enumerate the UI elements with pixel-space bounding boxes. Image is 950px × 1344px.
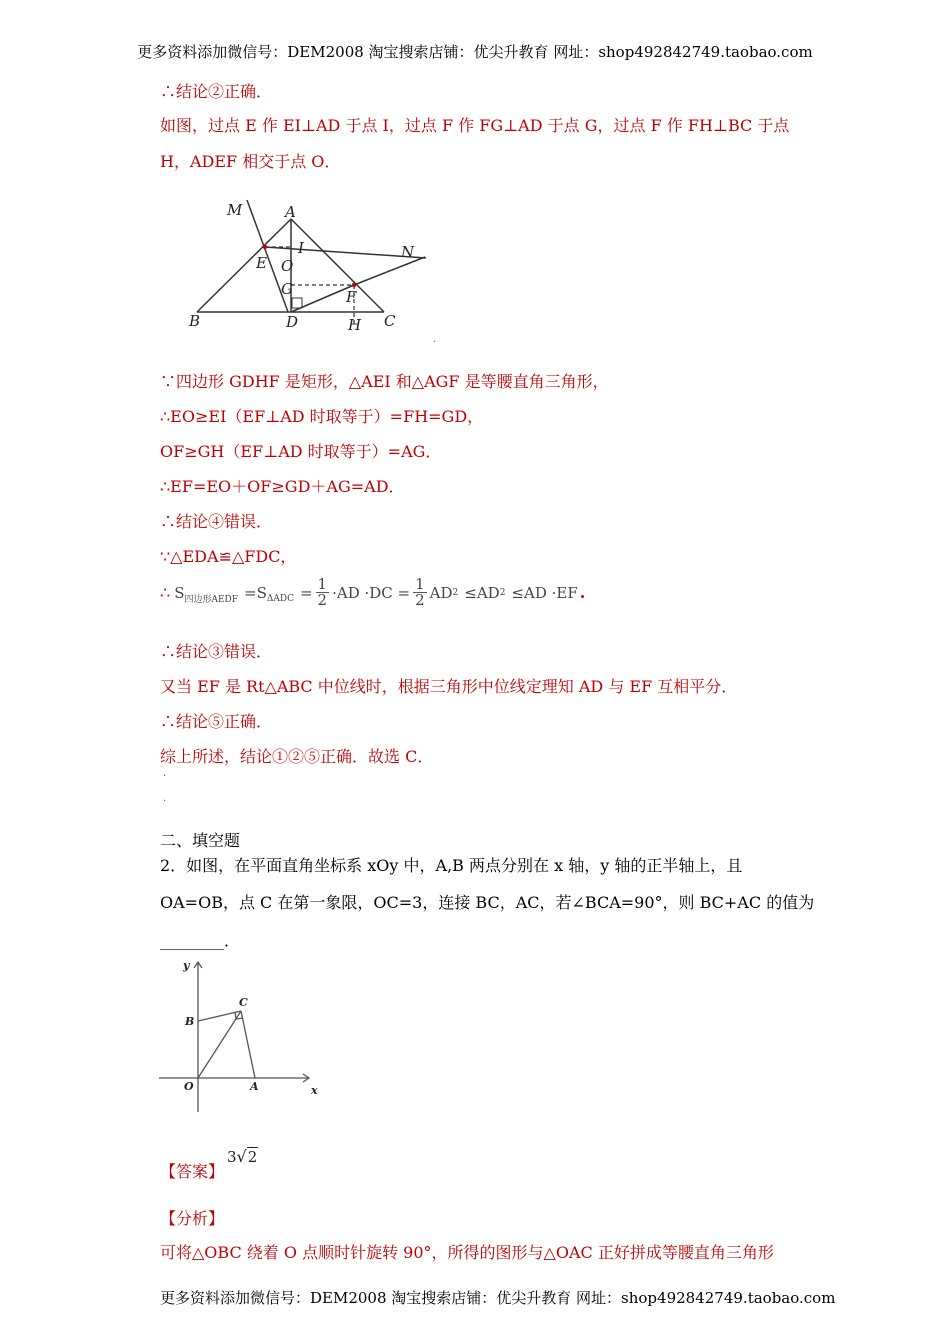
label-i: I [298, 239, 304, 257]
solution-line: ∴结论⑤正确． [160, 712, 273, 731]
segment-ab [197, 219, 294, 312]
solution-line: ∴EF=EO＋OF≥GD＋AG=AD． [160, 477, 405, 496]
solution-line: H，ADEF 相交于点 O． [160, 152, 341, 171]
label-b: B [185, 1015, 195, 1028]
solution-line: ∵△EDA≌△FDC， [160, 547, 297, 566]
label-e: E [256, 254, 267, 272]
solution-line: 如图，过点 E 作 EI⊥AD 于点 I，过点 F 作 FG⊥AD 于点 G，过点 F 作 FH⊥BC 于点 [160, 116, 790, 135]
formula-square: 2 [452, 587, 459, 598]
analysis-text: 可将△OBC 绕着 O 点顺时针旋转 90°，所得的图形与△OAC 正好拼成等腰直角三角形 [160, 1243, 774, 1262]
answer-label: 【答案】 [160, 1162, 225, 1181]
answer-blank: ________． [160, 931, 241, 950]
formula-end: . [579, 583, 586, 602]
solution-line: ∴EO≥EI（EF⊥AD 时取等于）=FH=GD， [160, 407, 484, 426]
label-a: A [285, 203, 296, 221]
label-f: F [346, 288, 357, 306]
formula-sub-quadrilateral: 四边形AEDF [184, 595, 238, 605]
section-title: 二、填空题 [160, 831, 241, 850]
solution-line: ∴结论④错误． [160, 512, 273, 531]
answer-coefficient: 3 [227, 1148, 237, 1166]
label-n: N [401, 243, 415, 261]
area-formula [160, 577, 585, 608]
page-footer: 更多资料添加微信号：DEM2008 淘宝搜索店铺：优尖升教育 网址：shop492842749.taobao.com [160, 1289, 836, 1307]
label-h: H [348, 316, 362, 334]
point-e [263, 245, 267, 249]
formula-sub-triangle: ΔADC [266, 593, 294, 604]
label-m: M [227, 201, 243, 219]
formula-part4: ≤AD ·EF [511, 583, 578, 602]
solution-line: ∴结论③错误． [160, 642, 273, 661]
coordinate-figure-2 [155, 952, 335, 1117]
segment-ca [241, 1011, 255, 1078]
label-a: A [250, 1080, 259, 1093]
paragraph-mark: . [163, 768, 167, 779]
paragraph-mark: . [163, 793, 167, 804]
label-g: G [281, 280, 293, 298]
sqrt-symbol: √ [236, 1147, 247, 1166]
fraction-half: $\frac{1}{2}$ [317, 575, 328, 609]
solution-line: ∴结论②正确． [160, 82, 273, 101]
answer-radicand: 2 [247, 1148, 258, 1166]
formula-eq2: = [299, 583, 313, 602]
geometry-figure-1 [185, 195, 445, 345]
label-y: y [183, 959, 190, 972]
solution-line: ∵四边形 GDHF 是矩形，△AEI 和△AGF 是等腰直角三角形， [160, 372, 609, 391]
paragraph-mark: . [433, 334, 437, 345]
point-f [352, 283, 356, 287]
formula-part3: ≤AD [464, 583, 500, 602]
label-d: D [286, 313, 299, 331]
segment-oc [198, 1011, 241, 1078]
segment-ac [291, 219, 384, 312]
label-c: C [239, 996, 248, 1009]
label-x: x [311, 1084, 318, 1097]
fraction-half: $\frac{1}{2}$ [415, 575, 425, 609]
solution-line: OF≥GH（EF⊥AD 时取等于）=AG． [160, 442, 442, 461]
formula-s: S [174, 583, 185, 602]
solution-line: 又当 EF 是 Rt△ABC 中位线时，根据三角形中位线定理知 AD 与 EF 互相平分． [160, 677, 738, 696]
formula-part1: ·AD ·DC = [332, 583, 411, 602]
label-o: O [281, 257, 294, 275]
question-line: OA=OB，点 C 在第一象限，OC=3，连接 BC，AC，若∠BCA=90°，则 BC+AC 的值为 [160, 893, 815, 912]
formula-square: 2 [499, 587, 506, 598]
right-angle-mark [292, 298, 302, 308]
formula-eq1: =S [244, 583, 267, 602]
therefore-symbol: ∴ [160, 583, 171, 602]
question-line: 2．如图，在平面直角坐标系 xOy 中，A,B 两点分别在 x 轴，y 轴的正半轴上，且 [160, 856, 743, 875]
label-b: B [189, 312, 201, 330]
line-fn [354, 257, 425, 285]
solution-line: 综上所述，结论①②⑤正确．故选 C． [160, 747, 434, 766]
answer-value [227, 1147, 258, 1166]
analysis-label: 【分析】 [160, 1209, 225, 1228]
label-c: C [384, 312, 396, 330]
formula-part2: AD [429, 583, 453, 602]
label-o: O [184, 1080, 194, 1093]
page-header: 更多资料添加微信号：DEM2008 淘宝搜索店铺：优尖升教育 网址：shop492842749.taobao.com [137, 43, 813, 61]
